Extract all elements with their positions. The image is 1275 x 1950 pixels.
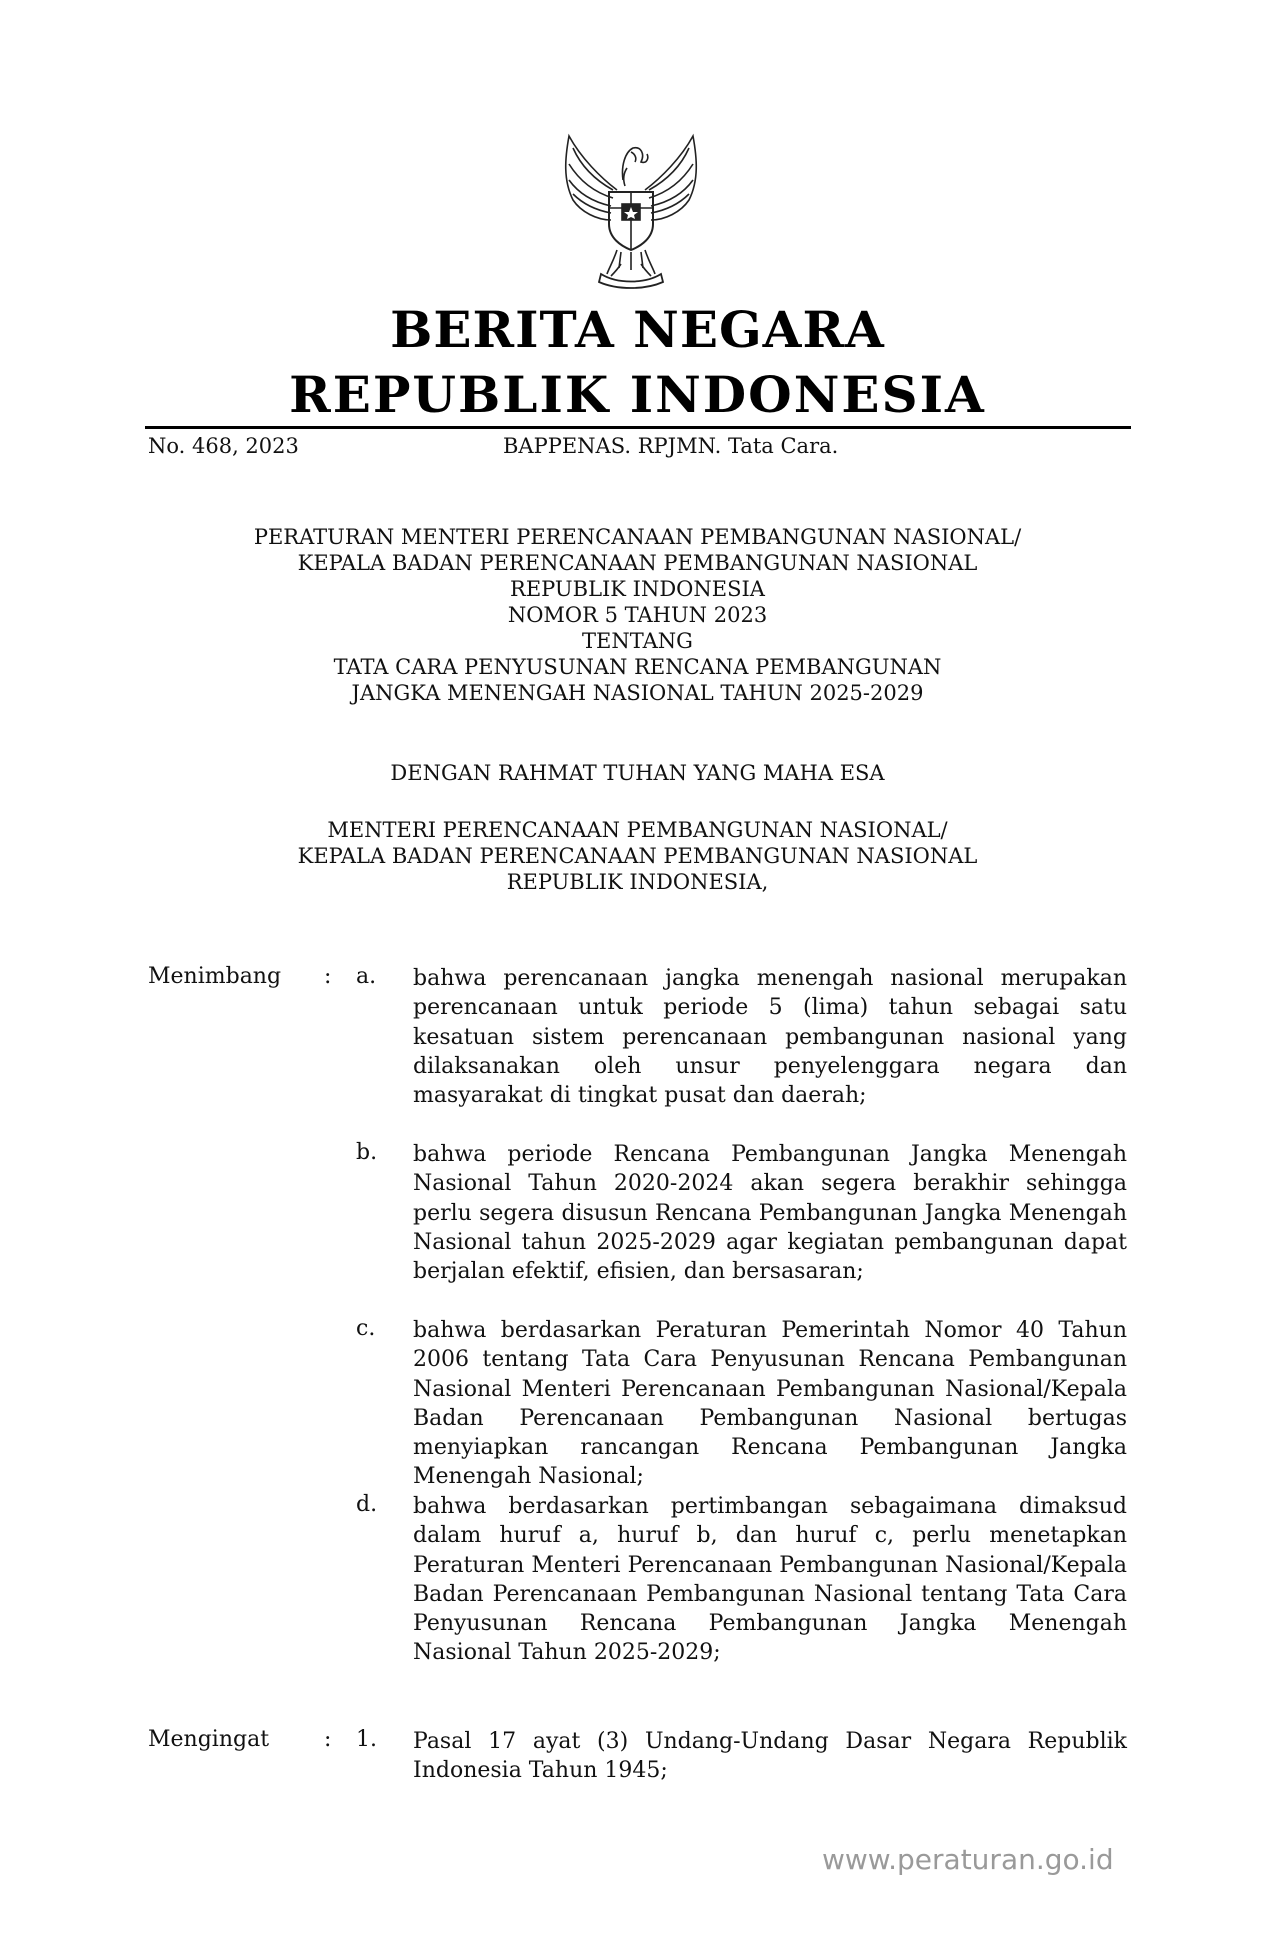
mengingat-colon: : [324, 1727, 332, 1752]
regulation-title [0, 524, 1275, 706]
issuer-line: KEPALA BADAN PERENCANAAN PEMBANGUNAN NASIONAL [297, 844, 978, 868]
masthead-title-line-2: REPUBLIK INDONESIA [289, 365, 986, 424]
menimbang-marker-d: d. [356, 1492, 378, 1517]
gazette-subject: BAPPENAS. RPJMN. Tata Cara. [503, 434, 839, 458]
masthead-title-line-1: BERITA NEGARA [390, 300, 885, 359]
menimbang-marker-a: a. [356, 964, 377, 989]
menimbang-marker-c: c. [356, 1316, 376, 1341]
garuda-emblem-icon [551, 128, 711, 290]
menimbang-item-c: bahwa berdasarkan Peraturan Pemerintah Nomor 40 Tahun 2006 tentang Tata Cara Penyusunan Rencana Pembangunan Nasional Menteri Perencanaan Pembangunan Nasional/Kepala Badan Perencanaan Pembangunan Nasional bertugas menyiapkan rancangan Rencana Pembangunan Jangka Menengah Nasional; [413, 1318, 1127, 1490]
title-line: TATA CARA PENYUSUNAN RENCANA PEMBANGUNAN [333, 655, 942, 679]
mengingat-item-1: Pasal 17 ayat (3) Undang-Undang Dasar Negara Republik Indonesia Tahun 1945; [413, 1729, 1127, 1784]
title-line: PERATURAN MENTERI PERENCANAAN PEMBANGUNAN NASIONAL/ [253, 525, 1022, 549]
issuer-line: REPUBLIK INDONESIA, [506, 870, 769, 894]
invocation [0, 760, 1275, 786]
menimbang-item-d: bahwa berdasarkan pertimbangan sebagaimana dimaksud dalam huruf a, huruf b, dan huruf c, perlu menetapkan Peraturan Menteri Perencanaan Pembangunan Nasional/Kepala Badan Perencanaan Pembangunan Nasional tentang Tata Cara Penyusunan Rencana Pembangunan Jangka Menengah Nasional Tahun 2025-2029; [413, 1494, 1127, 1666]
menimbang-item-a: bahwa perencanaan jangka menengah nasional merupakan perencanaan untuk periode 5 (lima) tahun sebagai satu kesatuan sistem perencanaan pembangunan nasional yang dilaksanakan oleh unsur penyelenggara negara dan masyarakat di tingkat pusat dan daerah; [413, 966, 1127, 1109]
menimbang-marker-b: b. [356, 1140, 378, 1165]
mengingat-marker-1: 1. [356, 1727, 377, 1752]
title-line: TENTANG [582, 629, 693, 653]
title-line: REPUBLIK INDONESIA [510, 577, 765, 601]
issuer-line: MENTERI PERENCANAAN PEMBANGUNAN NASIONAL/ [327, 818, 948, 842]
invocation-text: DENGAN RAHMAT TUHAN YANG MAHA ESA [390, 761, 885, 785]
title-line: NOMOR 5 TAHUN 2023 [507, 603, 768, 627]
menimbang-item-b: bahwa periode Rencana Pembangunan Jangka Menengah Nasional Tahun 2020-2024 akan segera berakhir sehingga perlu segera disusun Rencana Pembangunan Jangka Menengah Nasional tahun 2025-2029 agar kegiatan pembangunan dapat berjalan efektif, efisien, dan bersasaran; [413, 1142, 1127, 1285]
gazette-number: No. 468, 2023 [148, 434, 299, 458]
issuer-block [0, 817, 1275, 895]
masthead-divider [145, 426, 1131, 429]
title-line: JANGKA MENENGAH NASIONAL TAHUN 2025-2029 [351, 681, 924, 705]
title-line: KEPALA BADAN PERENCANAAN PEMBANGUNAN NASIONAL [297, 551, 978, 575]
mengingat-label: Mengingat [148, 1727, 270, 1752]
menimbang-label: Menimbang [148, 964, 282, 989]
menimbang-colon: : [324, 964, 332, 989]
footer-url-link[interactable]: www.peraturan.go.id [822, 1843, 1114, 1876]
